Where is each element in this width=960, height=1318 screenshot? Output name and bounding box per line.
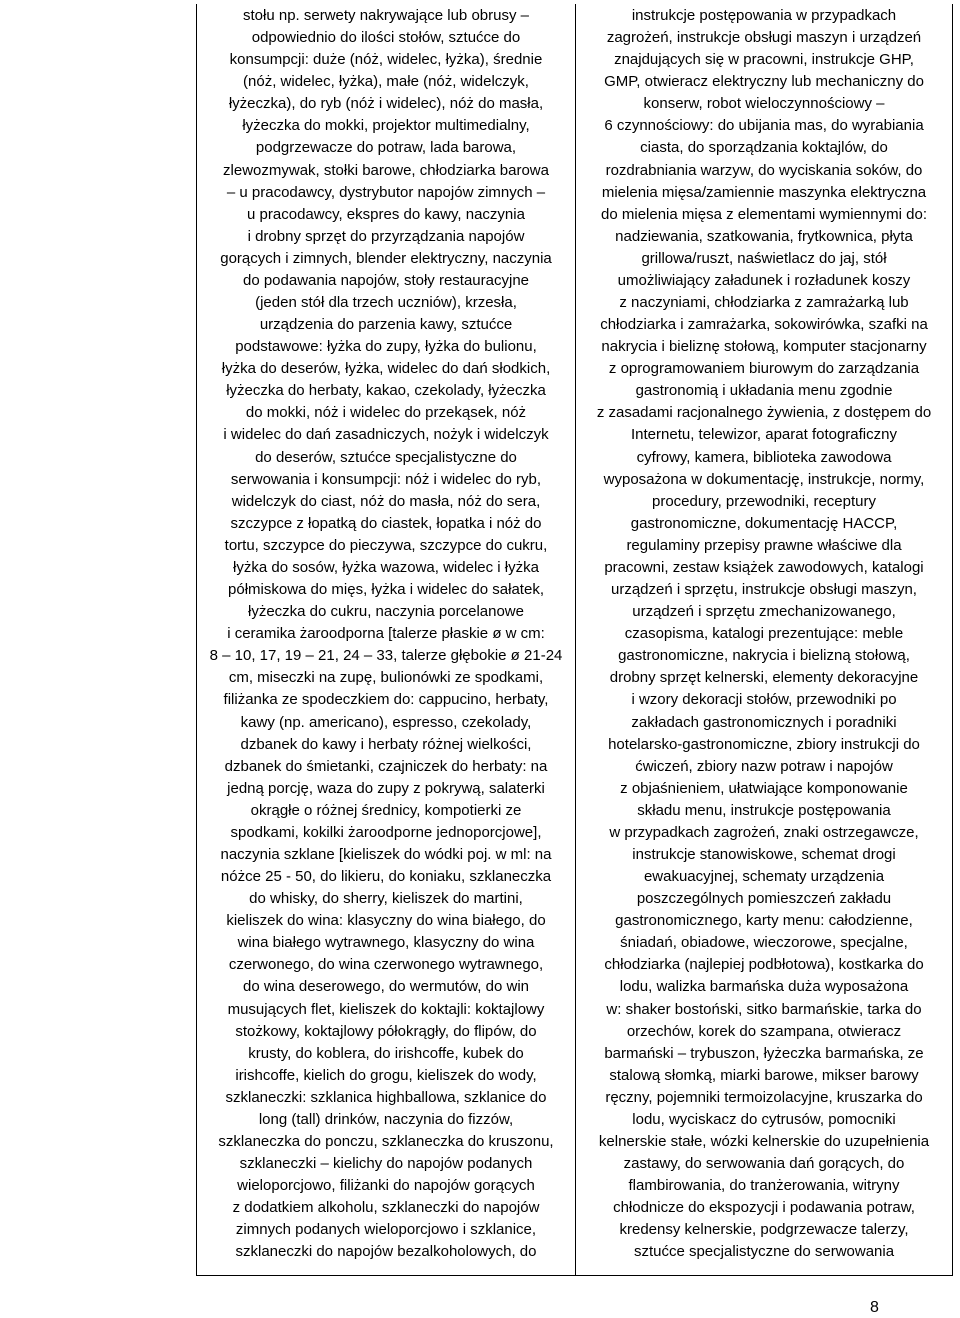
left-column-line: krusty, do koblera, do irishcoffe, kubek do: [248, 1044, 524, 1062]
left-column-line: stołu np. serwety nakrywające lub obrusy –: [243, 7, 529, 24]
right-column-line: poszczególnych pomieszczeń zakładu: [636, 890, 892, 908]
left-column-line: okrągłe o różnej średnicy, kompotierki ze: [250, 801, 522, 819]
left-column-line: musujących flet, kieliszek do koktajli: koktajlowy: [227, 1000, 545, 1018]
right-column-line: drobny sprzęt kelnerski, elementy dekoracyjne: [609, 669, 919, 687]
left-column-line: urządzenia do parzenia kawy, sztućce: [259, 316, 513, 334]
right-column-line: grillowa/ruszt, naświetlacz do jaj, stół: [641, 249, 887, 267]
right-column-line: instrukcje stanowiskowe, schemat drogi: [632, 845, 896, 863]
left-column-line: i ceramika żaroodporna [talerze płaskie ø w cm:: [227, 625, 545, 643]
right-column-line: urządzeń i sprzętu zmechanizowanego,: [632, 603, 896, 621]
right-column-line: gastronomiczne, nakrycia i bielizną stołową,: [618, 647, 910, 665]
right-column-line: znajdujących się w pracowni, instrukcje GHP,: [614, 51, 914, 69]
left-column-line: czerwonego, do wina czerwonego wytrawnego,: [228, 956, 544, 974]
left-column-line: łyżeczka do cukru, naczynia porcelanowe: [248, 603, 524, 621]
right-column-line: flambirowania, do tranżerowania, witryny: [628, 1177, 900, 1195]
right-column-line: cyfrowy, kamera, biblioteka zawodowa: [636, 448, 892, 466]
left-column-line: zimnych podanych wieloporcjowo i szklanice,: [235, 1221, 537, 1239]
left-column-line: gorących i zimnych, blender elektryczny, naczynia: [220, 249, 552, 267]
left-column-line: kieliszek do wina: klasyczny do wina białego, do: [226, 912, 546, 930]
left-column-line: do mokki, nóż i widelec do przekąsek, nóż: [245, 404, 527, 422]
right-column-line: nadziewania, szatkowania, frytkownica, płyta: [615, 227, 913, 245]
left-column-line: (jeden stół dla trzech uczniów), krzesła,: [255, 294, 517, 312]
right-column-line: z oprogramowaniem biurowym do zarządzania: [608, 360, 920, 378]
right-column-line: i wzory dekoracji stołów, przewodniki po: [631, 691, 897, 709]
left-column-line: (nóż, widelec, łyżka), małe (nóż, widelczyk,: [243, 73, 529, 91]
left-column-line: stożkowy, koktajlowy półokrągły, do flipów, do: [235, 1022, 537, 1040]
left-column-line: szklaneczki do napojów bezalkoholowych, do: [235, 1243, 537, 1261]
right-column-line: regulaminy przepisy prawne właściwe dla: [626, 536, 902, 554]
left-column-line: filiżanka ze spodeczkiem do: cappucino, herbaty,: [223, 691, 549, 709]
left-column-line: z dodatkiem alkoholu, szklaneczki do napojów: [232, 1199, 540, 1217]
right-column-line: do mielenia mięsa z elementami wymiennymi do:: [601, 205, 927, 223]
right-column-line: barmański – trybuszon, łyżeczka barmańska, ze: [604, 1044, 924, 1062]
right-column-line: wyposażona w dokumentację, instrukcje, normy,: [603, 470, 925, 488]
right-column-line: instrukcje postępowania w przypadkach: [631, 7, 897, 24]
left-column-line: 8 – 10, 17, 19 – 21, 24 – 33, talerze głębokie ø 21-24: [209, 647, 563, 665]
right-column-line: kredensy kelnerskie, podgrzewacze talerzy,: [619, 1221, 909, 1239]
left-column-line: szklaneczki: szklanica highballowa, szklanice do: [225, 1088, 547, 1106]
right-column-line: stalową słomką, miarki barowe, mikser barowy: [609, 1066, 919, 1084]
right-column-line: w: shaker bostoński, sitko barmańskie, tarka do: [606, 1000, 922, 1018]
right-column-line: ewakuacyjnej, schematy urządzenia: [643, 868, 885, 886]
left-column-line: widelczyk do ciast, nóż do masła, nóż do sera,: [231, 492, 541, 510]
right-column-line: chłodziarka i zamrażarka, sokowirówka, szafki na: [600, 316, 928, 334]
left-column-line: szklaneczka do ponczu, szklaneczka do kruszonu,: [218, 1132, 554, 1150]
right-column-line: zastawy, do serwowania dań gorących, do: [623, 1155, 905, 1173]
right-column-line: z objaśnieniem, ułatwiające komponowanie: [620, 779, 908, 797]
left-column-line: serwowania i konsumpcji: nóż i widelec do ryb,: [230, 470, 542, 488]
right-column-cell: [576, 4, 952, 1275]
left-column-line: naczynia szklane [kieliszek do wódki poj. w ml: na: [220, 845, 552, 863]
left-column-line: wieloporcjowo, filiżanki do napojów gorących: [237, 1177, 535, 1195]
right-column-line: pracowni, zestaw książek zawodowych, katalogi: [604, 558, 924, 576]
right-column-line: w przypadkach zagrożeń, znaki ostrzegawcze,: [609, 823, 919, 841]
right-column-line: mielenia mięsa/zamiennie maszynka elektryczna: [601, 183, 927, 201]
left-column-line: łyżka do sosów, łyżka wazowa, widelec i łyżka: [233, 558, 539, 576]
right-column-line: umożliwiający załadunek i rozładunek koszy: [617, 271, 911, 289]
left-column-line: – u pracodawcy, dystrybutor napojów zimnych –: [226, 183, 546, 201]
right-column-line: ćwiczeń, zbiory nazw potraw i napojów: [635, 757, 893, 775]
left-column-line: cm, miseczki na zupę, bulionówki ze spodkami,: [228, 669, 544, 687]
left-column-line: nóżce 25 - 50, do likieru, do koniaku, szklaneczka: [220, 868, 552, 886]
left-column-line: podgrzewacze do potraw, lada barowa,: [255, 139, 517, 157]
left-column-line: szklaneczki – kielichy do napojów podanych: [239, 1155, 533, 1173]
left-column-line: do deserów, sztućce specjalistyczne do: [255, 448, 517, 466]
right-column-line: kelnerskie stałe, wózki kelnerskie do uzupełnienia: [598, 1132, 930, 1150]
right-column-line: procedury, przewodniki, receptury: [652, 492, 876, 510]
right-column-line: gastronomicznego, karty menu: całodzienne,: [615, 912, 913, 930]
left-column-line: i drobny sprzęt do przyrządzania napojów: [247, 227, 525, 245]
left-column-line: dzbanek do śmietanki, czajniczek do herbaty: na: [224, 757, 548, 775]
left-column-line: tortu, szczypce do pieczywa, szczypce do cukru,: [224, 536, 548, 554]
right-column-line: lodu, walizka barmańska duża wyposażona: [619, 978, 909, 996]
right-column-line: chłodnicze do ekspozycji i podawania potraw,: [613, 1199, 915, 1217]
right-column-line: GMP, otwieracz elektryczny lub mechaniczny do: [604, 73, 924, 91]
equipment-table: [196, 4, 953, 1276]
left-column-line: spodkami, kokilki żaroodporne jednoporcjowe],: [230, 823, 542, 841]
left-column-line: łyżka do deserów, łyżka, widelec do dań słodkich,: [221, 360, 551, 378]
left-column-line: u pracodawcy, ekspres do kawy, naczynia: [247, 205, 525, 223]
right-column-line: rozdrabniania warzyw, do wyciskania soków, do: [605, 161, 923, 179]
left-column-line: konsumpcji: duże (nóż, widelec, łyżka), średnie: [229, 51, 543, 69]
right-column-line: śniadań, obiadowe, wieczorowe, specjalne,: [620, 934, 908, 952]
left-column-line: do podawania napojów, stoły restauracyjne: [242, 271, 530, 289]
left-column-line: podstawowe: łyżka do zupy, łyżka do bulionu,: [235, 338, 537, 356]
right-column-line: Internetu, telewizor, aparat fotograficzny: [631, 426, 897, 444]
right-column-line: nakrycia i bieliznę stołową, komputer stacjonarny: [601, 338, 927, 356]
right-column-line: zagrożeń, instrukcje obsługi maszyn i urządzeń: [606, 29, 922, 47]
left-column-line: long (tall) drinków, naczynia do fizzów,: [258, 1110, 514, 1128]
right-column-line: hotelarsko-gastronomiczne, zbiory instrukcji do: [608, 735, 920, 753]
right-column-line: chłodziarka (najlepiej podbłotowa), kostkarka do: [604, 956, 924, 974]
left-column-line: łyżeczka), do ryb (nóż i widelec), nóż do masła,: [228, 95, 544, 113]
left-column-line: do whisky, do sherry, kieliszek do martini,: [249, 890, 523, 908]
right-column-line: urządzeń i sprzętu, instrukcje obsługi maszyn,: [611, 581, 917, 599]
left-column-line: irishcoffe, kielich do grogu, kieliszek do wody,: [235, 1066, 537, 1084]
left-column-line: i widelec do dań zasadniczych, nożyk i widelczyk: [223, 426, 549, 444]
left-column-line: wina białego wytrawnego, klasyczny do wina: [237, 934, 535, 952]
left-column-cell: [197, 4, 576, 1275]
right-column-line: sztućce specjalistyczne do serwowania: [633, 1243, 895, 1261]
right-column-line: zakładach gastronomicznych i poradniki: [631, 713, 897, 731]
right-column-line: składu menu, instrukcje postępowania: [637, 801, 891, 819]
left-column-line: kawy (np. americano), espresso, czekolady,: [240, 713, 532, 731]
left-column-line: dzbanek do kawy i herbaty różnej wielkości,: [240, 735, 532, 753]
right-column-line: ręczny, pojemniki termoizolacyjne, kruszarka do: [605, 1088, 923, 1106]
right-column-line: konserw, robot wieloczynnościowy –: [643, 95, 885, 113]
left-column-line: odpowiednio do ilości stołów, sztućce do: [251, 29, 521, 47]
right-column-line: orzechów, korek do szampana, otwieracz: [626, 1022, 902, 1040]
right-column-line: 6 czynnościowy: do ubijania mas, do wyrabiania: [604, 117, 924, 135]
right-column-line: gastronomiczne, dokumentację HACCP,: [630, 514, 898, 532]
left-column-line: łyżeczka do mokki, projektor multimedialny,: [242, 117, 530, 135]
left-column-line: łyżeczka do herbaty, kakao, czekolady, łyżeczka: [226, 382, 546, 400]
left-column-line: półmiskowa do mięs, łyżka i widelec do sałatek,: [228, 581, 544, 599]
right-column-line: lodu, wyciskacz do cytrusów, pomocniki: [632, 1110, 896, 1128]
right-column-line: z naczyniami, chłodziarka z zamrażarką lub: [619, 294, 909, 312]
page-number: 8: [870, 1299, 879, 1316]
left-column-line: zlewozmywak, stołki barowe, chłodziarka barowa: [223, 161, 549, 179]
right-column-line: ciasta, do sporządzania koktajlów, do: [640, 139, 888, 157]
left-column-line: do wina deserowego, do wermutów, do win: [243, 978, 529, 996]
left-column-line: szczypce z łopatką do ciastek, łopatka i nóż do: [230, 514, 542, 532]
right-column-line: czasopisma, katalogi prezentujące: meble: [624, 625, 904, 643]
right-column-line: gastronomią i układania menu zgodnie: [635, 382, 893, 400]
left-column-line: jedną porcję, waza do zupy z pokrywą, salaterki: [227, 779, 545, 797]
right-column-line: z zasadami racjonalnego żywienia, z dostępem do: [596, 404, 932, 422]
